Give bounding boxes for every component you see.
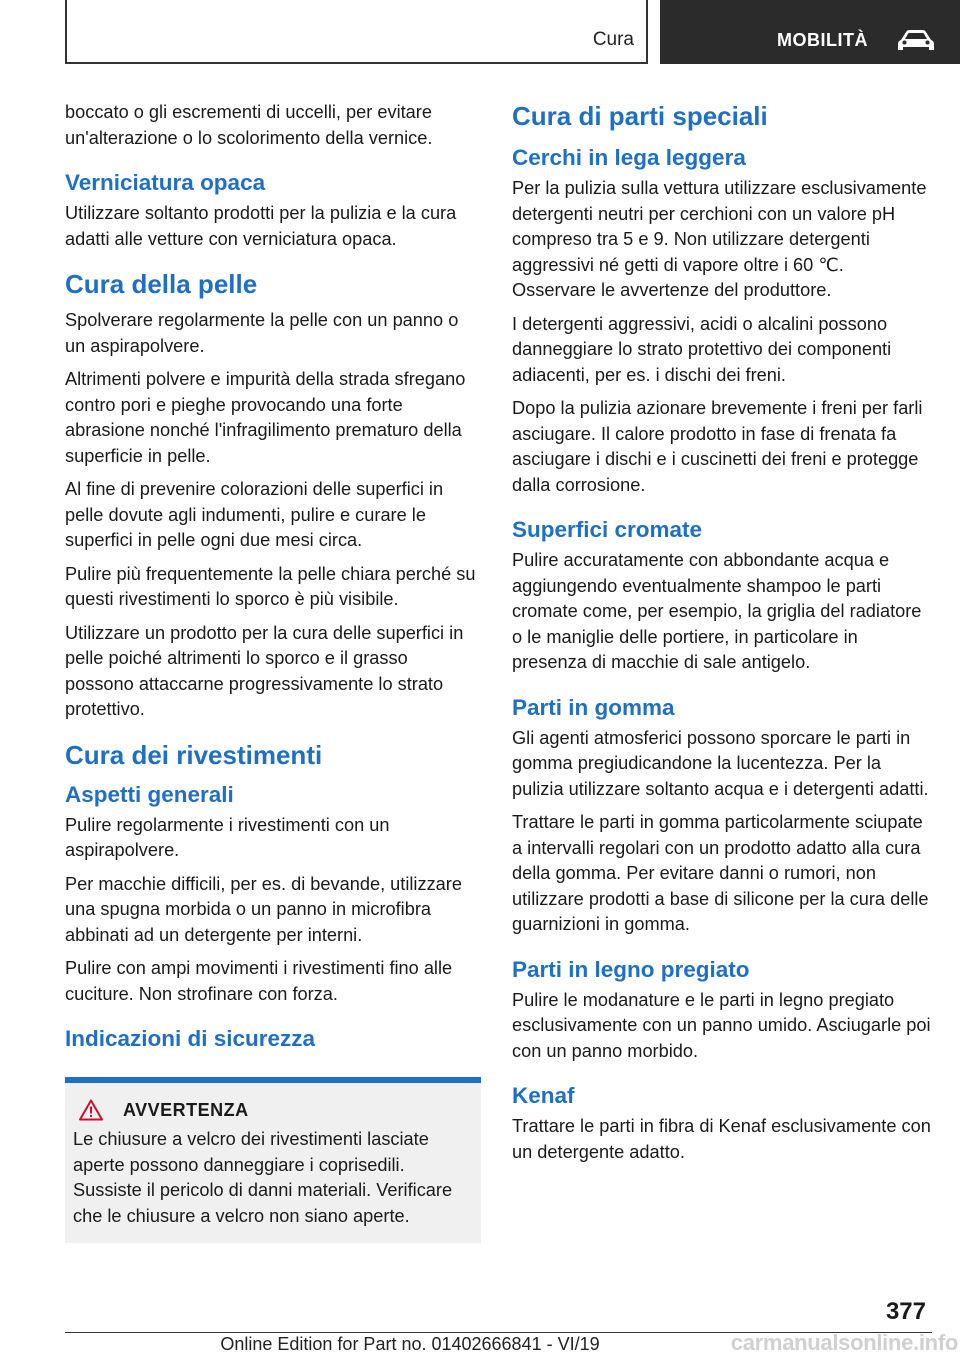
leather-paragraph-3: Al fine di prevenire colorazioni delle superfici in pelle dovute agli indumenti, pulire e curare le superfici in pelle ogni due mesi circa. [65, 479, 444, 550]
upholstery-care-heading: Cura dei rivestimenti [65, 739, 323, 770]
edition-note: Online Edition for Part no. 01402666841 - VI/19 [220, 1334, 600, 1354]
kenaf-heading: Kenaf [512, 1083, 575, 1108]
fine-wood-heading: Parti in legno pregiato [512, 956, 750, 982]
alloy-paragraph-1: Per la pulizia sulla vettura utilizzare esclusivamente detergenti neutri per cerchioni con un valore pH compreso tra 5 e 9. Non utilizzare detergenti aggressivi né getti di vapore oltre i 60 ℃. Osservare le avvertenze del produttore. [512, 178, 927, 300]
leather-paragraph-2: Altrimenti polvere e impurità della strada sfregano contro pori e pieghe provocando una forte abrasione nonché l'infragilimento prematuro della superficie in pelle. [65, 369, 466, 466]
left-column [65, 100, 481, 1243]
warning-triangle-icon [79, 1099, 103, 1121]
warning-header [79, 1099, 469, 1121]
rubber-parts-heading: Parti in gomma [512, 694, 675, 720]
header-chapter-label: MOBILITÀ [777, 30, 868, 50]
general-aspects-heading: Aspetti generali [65, 781, 234, 807]
matte-paint-paragraph: Utilizzare soltanto prodotti per la pulizia e la cura adatti alle vetture con verniciatura opaca. [65, 203, 457, 249]
leather-paragraph-4: Pulire più frequentemente la pelle chiara perché su questi rivestimenti lo sporco è più visibile. [65, 563, 476, 609]
right-column [512, 100, 932, 1173]
kenaf-paragraph: Trattare le parti in fibra di Kenaf esclusivamente con un detergente adatto. [512, 1116, 931, 1162]
warning-title: AVVERTENZA [123, 1099, 249, 1120]
car-icon [896, 28, 936, 54]
general-paragraph-1: Pulire regolarmente i rivestimenti con un aspirapolvere. [65, 814, 390, 860]
special-parts-heading: Cura di parti speciali [512, 101, 768, 131]
alloy-wheels-heading: Cerchi in lega leggera [512, 145, 746, 170]
page-number: 377 [885, 1298, 926, 1325]
rubber-paragraph-1: Gli agenti atmosferici possono sporcare le parti in gomma pregiudicandone la lucentezza. Per la pulizia utilizzare soltanto acqua e i detergenti adatti. [512, 727, 929, 799]
chrome-surfaces-heading: Superfici cromate [512, 517, 703, 542]
rubber-paragraph-2: Trattare le parti in gomma particolarmente sciupate a intervalli regolari con un prodotto adatto alla cura della gomma. Per evitare danni o rumori, non utilizzare prodotti a base di silicone per la cura delle guarnizioni in gomma. [512, 812, 929, 934]
intro-paragraph: boccato o gli escrementi di uccelli, per evitare un'alterazione o lo scolorimento della vernice. [65, 102, 433, 148]
general-paragraph-2: Per macchie difficili, per es. di bevande, utilizzare una spugna morbida o un panno in microfibra abbinati ad un detergente per interni. [65, 873, 462, 945]
leather-paragraph-1: Spolverare regolarmente la pelle con un panno o un aspirapolvere. [65, 310, 459, 356]
safety-notes-heading: Indicazioni di sicurezza [65, 1026, 316, 1051]
general-paragraph-3: Pulire con ampi movimenti i rivestimenti fino alle cuciture. Non strofinare con forza. [65, 958, 453, 1004]
header-chapter-box [660, 0, 960, 64]
matte-paint-heading: Verniciatura opaca [65, 170, 266, 195]
warning-text: Le chiusure a velcro dei rivestimenti lasciate aperte possono danneggiare i coprisedili. Sussiste il pericolo di danni materiali. Verificare che le chiusure a velcro non siano aperte. [73, 1129, 453, 1226]
leather-paragraph-5: Utilizzare un prodotto per la cura delle superfici in pelle poiché altrimenti lo sporco e il grasso possono attaccarne progressivamente lo strato protettivo. [65, 622, 464, 719]
chrome-paragraph: Pulire accuratamente con abbondante acqua e aggiungendo eventualmente shampoo le parti cromate come, per esempio, la griglia del radiatore o le maniglie delle portiere, in particolare in presenza di macchie di sale antigelo. [512, 550, 922, 672]
header-section-label: Cura [592, 29, 634, 50]
header-section-box [65, 0, 648, 64]
warning-box [65, 1077, 481, 1243]
leather-care-heading: Cura della pelle [65, 269, 258, 299]
alloy-paragraph-2: I detergenti aggressivi, acidi o alcalini possono danneggiare lo strato protettivo dei componenti adiacenti, per es. i dischi dei freni. [512, 313, 892, 385]
fine-wood-paragraph: Pulire le modanature e le parti in legno pregiato esclusivamente con un panno umido. Asciugarle poi con un panno morbido. [512, 989, 931, 1061]
watermark: carmanualsonline.info [730, 1330, 958, 1355]
alloy-paragraph-3: Dopo la pulizia azionare brevemente i freni per farli asciugare. Il calore prodotto in fase di frenata fa asciugare i dischi e i cuscinetti dei freni e protegge dalla corrosione. [512, 398, 923, 495]
